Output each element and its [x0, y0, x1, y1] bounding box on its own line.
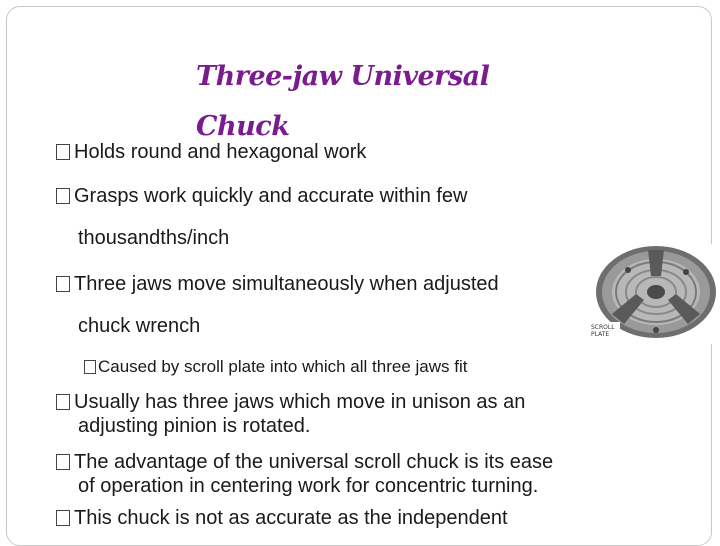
bullet-box-icon: [56, 510, 70, 526]
bullet-continuation: chuck wrench: [78, 315, 201, 337]
bullet-text: Three jaws move simultaneously when adjusted: [74, 273, 499, 295]
bullet-text: Holds round and hexagonal work: [74, 141, 367, 163]
photo-caption: SCROLL PLATE: [591, 324, 615, 338]
bullet-box-icon: [84, 360, 96, 374]
sub-bullet-text: Caused by scroll plate into which all three jaws fit: [98, 357, 468, 376]
bullet-item: [56, 390, 525, 414]
bullet-continuation: adjusting pinion is rotated.: [78, 415, 311, 437]
bullet-item: [56, 450, 553, 474]
bullet-box-icon: [56, 394, 70, 410]
bullet-text: Usually has three jaws which move in unison as an: [74, 391, 526, 413]
bullet-box-icon: [56, 188, 70, 204]
bullet-text: Grasps work quickly and accurate within few: [74, 185, 468, 207]
bullet-text: The advantage of the universal scroll chuck is its ease: [74, 451, 554, 473]
slide-title: Three-jaw Universal Chuck: [196, 61, 490, 142]
bullet-text: This chuck is not as accurate as the independent: [74, 507, 508, 529]
bullet-box-icon: [56, 454, 70, 470]
chuck-photo: [588, 244, 718, 344]
bullet-box-icon: [56, 144, 70, 160]
bullet-item: [56, 140, 366, 164]
bullet-continuation: thousandths/inch: [78, 227, 230, 249]
bullet-continuation: of operation in centering work for concentric turning.: [78, 475, 539, 497]
bullet-item: [56, 506, 508, 530]
bullet-item: [56, 184, 468, 208]
bullet-item: [56, 272, 499, 296]
bullet-box-icon: [56, 276, 70, 292]
sub-bullet-item: [84, 356, 467, 378]
